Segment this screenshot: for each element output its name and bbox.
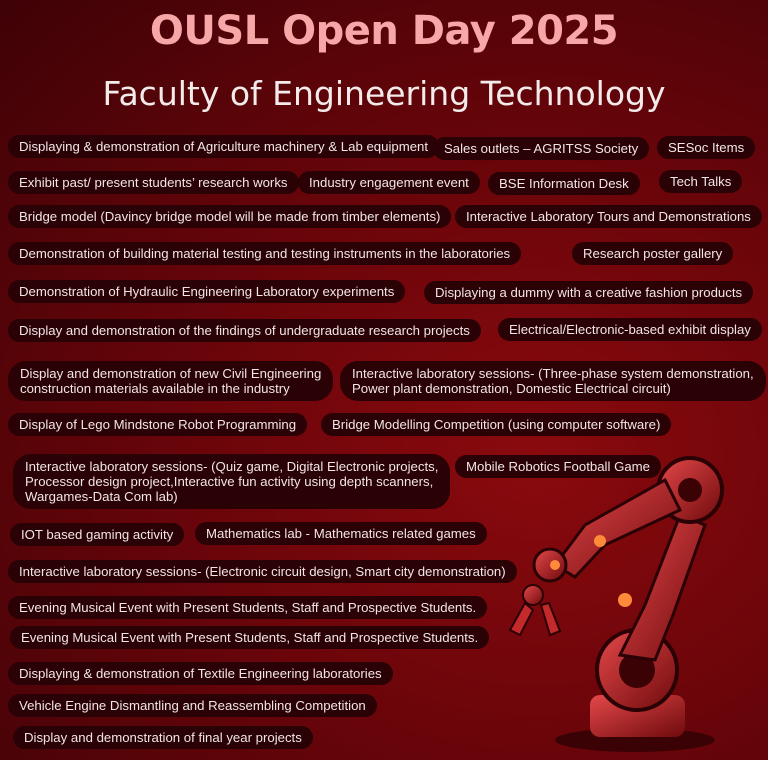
event-pill: Mobile Robotics Football Game <box>455 455 661 478</box>
event-pill: Display and demonstration of final year projects <box>13 726 313 749</box>
event-pill: Interactive laboratory sessions- (Quiz game, Digital Electronic projects, Processor design project,Interactive fun activity using depth scanners, Wargames-Data Com lab) <box>13 454 450 509</box>
event-pill: Sales outlets – AGRITSS Society <box>433 137 649 160</box>
event-pill: Display and demonstration of new Civil Engineering construction materials available in the industry <box>8 361 333 401</box>
event-pill: Display and demonstration of the findings of undergraduate research projects <box>8 319 481 342</box>
event-pill: Evening Musical Event with Present Students, Staff and Prospective Students. <box>8 596 487 619</box>
event-pill: Displaying a dummy with a creative fashion products <box>424 281 753 304</box>
event-pill: Mathematics lab - Mathematics related games <box>195 522 487 545</box>
event-pill: Bridge model (Davincy bridge model will be made from timber elements) <box>8 205 451 228</box>
event-pill: Electrical/Electronic-based exhibit display <box>498 318 762 341</box>
event-pill: Interactive Laboratory Tours and Demonstrations <box>455 205 762 228</box>
event-pill: Demonstration of Hydraulic Engineering Laboratory experiments <box>8 280 405 303</box>
event-pill: BSE Information Desk <box>488 172 640 195</box>
page-subtitle: Faculty of Engineering Technology <box>102 74 666 113</box>
page-title: OUSL Open Day 2025 <box>149 8 619 54</box>
robot-arm-icon <box>495 455 765 755</box>
event-pill: Industry engagement event <box>298 171 480 194</box>
event-pill: Tech Talks <box>659 170 742 193</box>
event-pill: Displaying & demonstration of Agriculture machinery & Lab equipment <box>8 135 439 158</box>
event-pill: Exhibit past/ present students’ research works <box>8 171 299 194</box>
event-pill: Bridge Modelling Competition (using computer software) <box>321 413 671 436</box>
event-pill: Vehicle Engine Dismantling and Reassembling Competition <box>8 694 377 717</box>
event-pill: Interactive laboratory sessions- (Three-phase system demonstration, Power plant demonstration, Domestic Electrical circuit) <box>340 361 766 401</box>
event-pill: Display of Lego Mindstone Robot Programming <box>8 413 307 436</box>
event-pill: Interactive laboratory sessions- (Electronic circuit design, Smart city demonstration) <box>8 560 517 583</box>
event-pill: Research poster gallery <box>572 242 733 265</box>
event-pill: Evening Musical Event with Present Students, Staff and Prospective Students. <box>10 626 489 649</box>
event-pill: Displaying & demonstration of Textile Engineering laboratories <box>8 662 393 685</box>
event-pill: SESoc Items <box>657 136 755 159</box>
event-pill: Demonstration of building material testing and testing instruments in the laboratories <box>8 242 521 265</box>
event-pill: IOT based gaming activity <box>10 523 184 546</box>
